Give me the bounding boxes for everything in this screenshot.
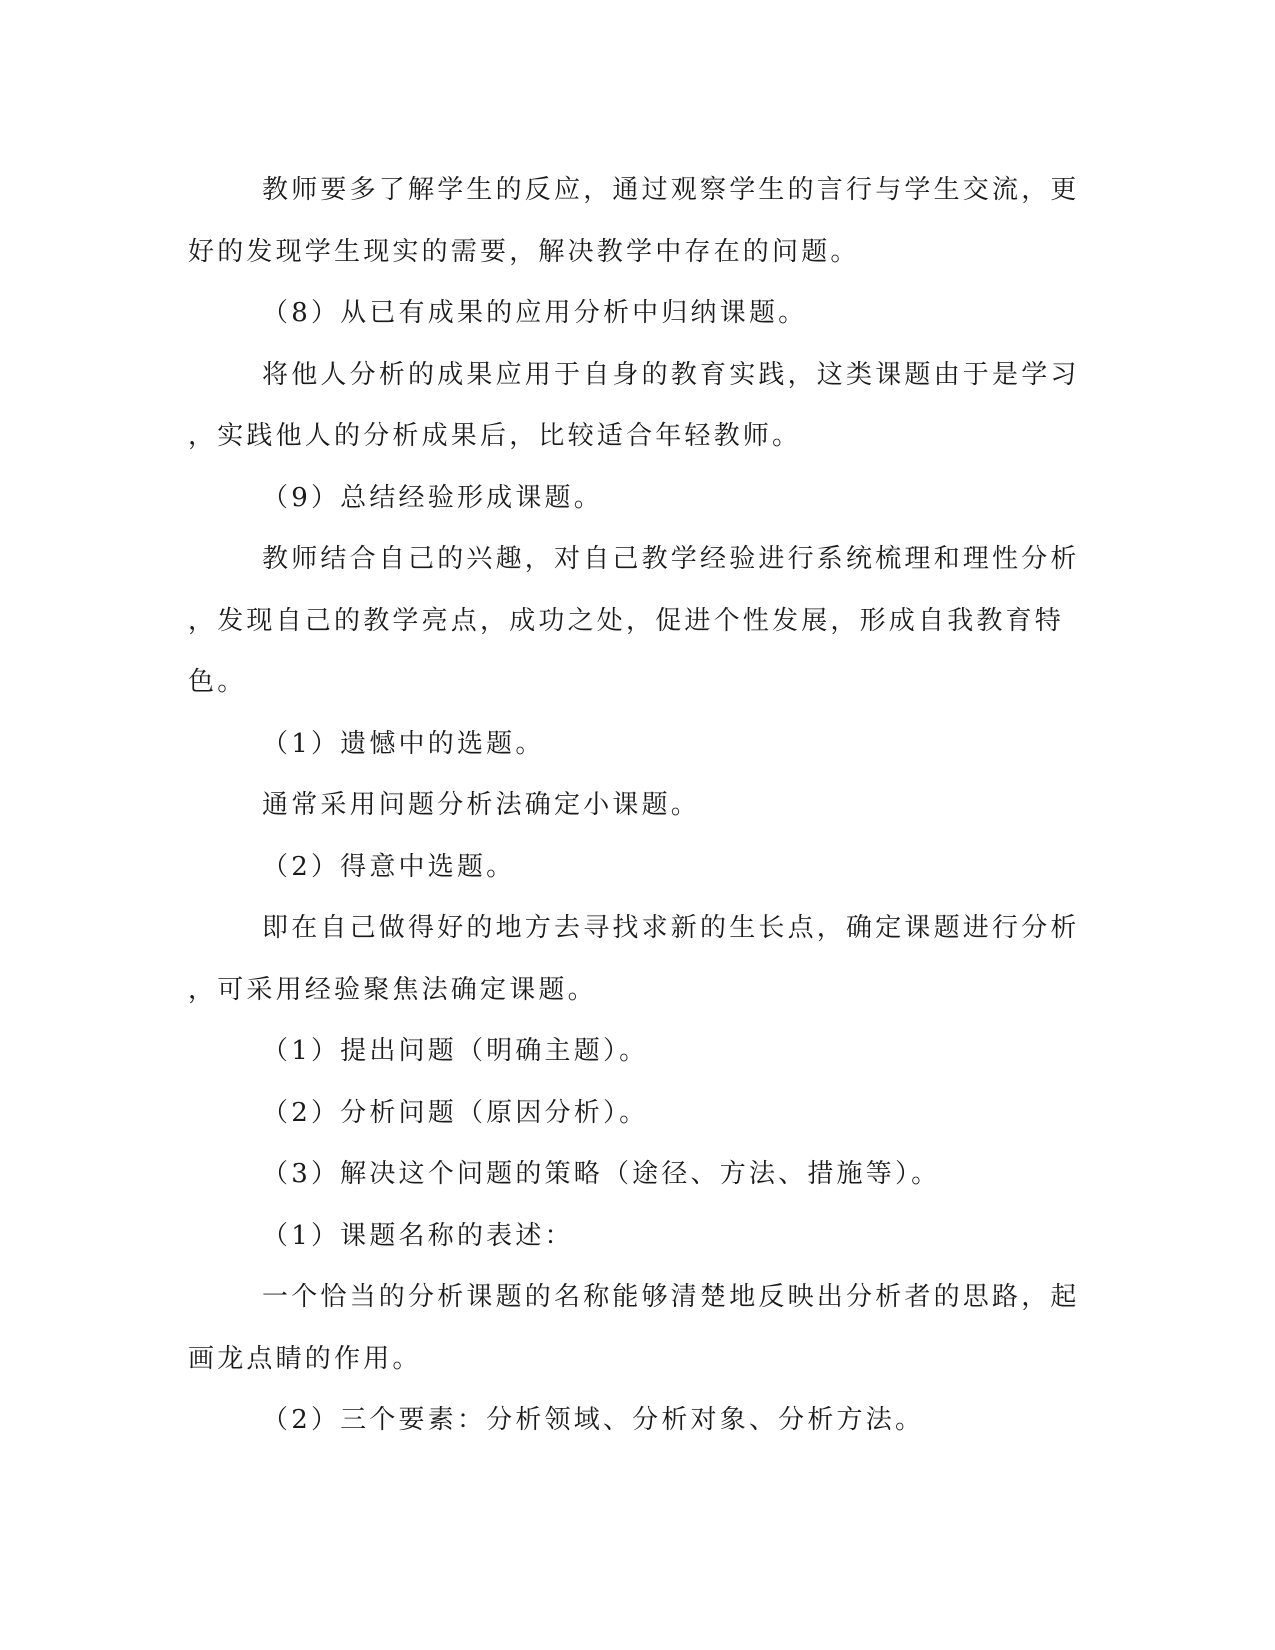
text-line: （2）三个要素：分析领域、分析对象、分析方法。 (262, 1405, 925, 1435)
text-line: 色。 (188, 667, 247, 697)
text-line: 即在自己做得好的地方去寻找求新的生长点，确定课题进行分析 (262, 913, 1080, 943)
text-line: 画龙点睛的作用。 (188, 1343, 422, 1374)
text-line: 将他人分析的成果应用于自身的教育实践，这类课题由于是学习 (262, 359, 1080, 390)
text-line: （1）课题名称的表述： (262, 1220, 574, 1251)
text-line: 教师要多了解学生的反应，通过观察学生的言行与学生交流，更 (262, 175, 1080, 205)
text-line: （1）遗憾中的选题。 (262, 728, 545, 759)
text-line: 一个恰当的分析课题的名称能够清楚地反映出分析者的思路，起 (262, 1282, 1080, 1312)
text-line: 通常采用问题分析法确定小课题。 (262, 790, 701, 820)
text-line: ，发现自己的教学亮点，成功之处，促进个性发展，形成自我教育特 (188, 605, 1065, 636)
text-line: ，实践他人的分析成果后，比较适合年轻教师。 (188, 421, 802, 451)
text-line: （3）解决这个问题的策略（途径、方法、措施等）。 (262, 1159, 941, 1189)
text-line: 好的发现学生现实的需要，解决教学中存在的问题。 (188, 236, 860, 267)
text-line: （8）从已有成果的应用分析中归纳课题。 (262, 298, 808, 328)
text-line: （1）提出问题（明确主题）。 (262, 1036, 649, 1066)
text-line: （9）总结经验形成课题。 (262, 482, 603, 513)
text-line: ，可采用经验聚焦法确定课题。 (188, 974, 597, 1005)
text-line: （2）得意中选题。 (262, 851, 516, 882)
document-body (188, 160, 1080, 1452)
text-line: （2）分析问题（原因分析）。 (262, 1097, 649, 1128)
text-line: 教师结合自己的兴趣，对自己教学经验进行系统梳理和理性分析 (262, 544, 1080, 574)
